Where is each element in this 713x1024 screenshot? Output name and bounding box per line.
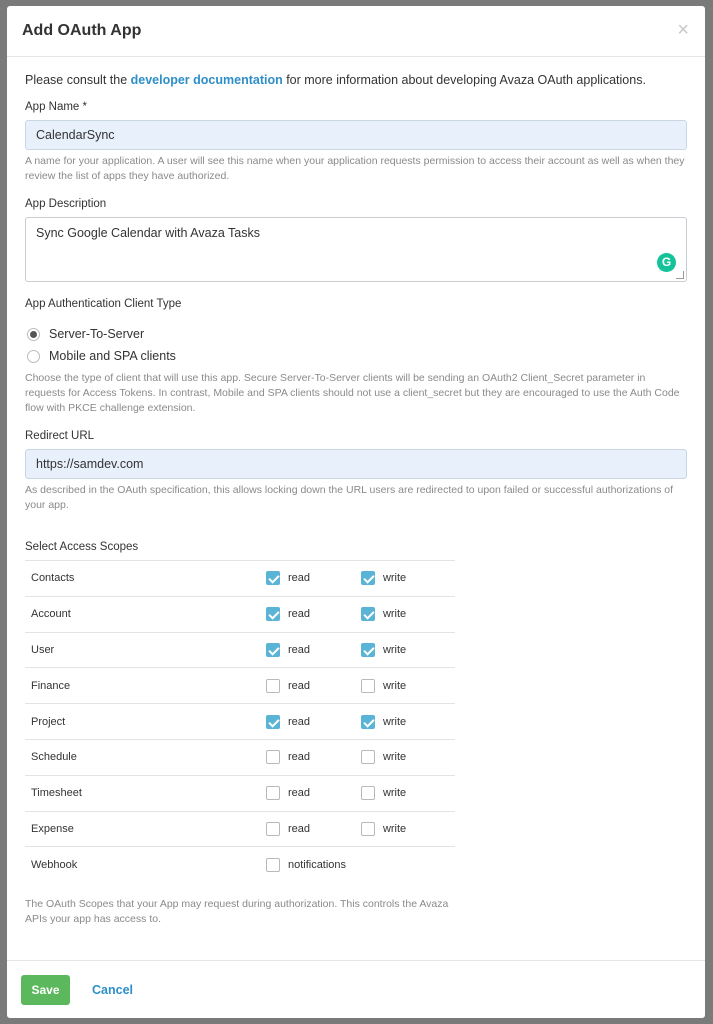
scope-checkbox[interactable] [361,750,375,764]
scope-permission-label: read [287,715,310,728]
intro-prefix: Please consult the [25,73,131,87]
scope-permission-label: read [287,679,310,692]
app-name-label: App Name * [25,101,88,113]
radio-server-to-server[interactable] [27,327,687,341]
scope-row [25,632,455,668]
scope-checkbox[interactable] [361,571,375,585]
scope-checkbox[interactable] [361,679,375,693]
scope-row [25,668,455,704]
resize-handle-icon[interactable] [676,271,684,279]
add-oauth-app-modal [7,6,705,1018]
scope-name: Schedule [25,739,266,775]
scope-checkbox[interactable] [266,607,280,621]
radio-label: Mobile and SPA clients [49,349,176,363]
scope-row [25,811,455,847]
scope-permission[interactable] [266,811,361,847]
app-description-textarea[interactable] [25,217,687,282]
scope-checkbox[interactable] [266,571,280,585]
scope-permission[interactable] [266,668,361,704]
scope-name: Expense [25,811,266,847]
scope-permission[interactable] [266,739,361,775]
scope-permission-label: write [382,643,407,656]
scope-permission[interactable] [266,847,361,883]
scope-checkbox[interactable] [266,715,280,729]
scope-permission-label: write [382,572,407,585]
access-scopes-table [25,560,455,883]
app-name-help: A name for your application. A user will see this name when your application requests permission to access their account as well as when they review the list of apps they have authorized. [25,155,685,182]
scope-permission-label: write [382,715,407,728]
scope-permission-label: read [287,787,310,800]
scope-row [25,739,455,775]
scope-permission[interactable] [361,739,455,775]
modal-body [7,57,705,927]
cancel-button[interactable]: Cancel [92,982,133,997]
scope-permission-label: read [287,608,310,621]
modal-header [7,6,705,57]
modal-footer [7,960,705,1018]
scope-permission-label: write [382,822,407,835]
scope-permission[interactable] [361,775,455,811]
scope-checkbox[interactable] [266,750,280,764]
scope-permission-label: write [382,751,407,764]
scope-checkbox[interactable] [361,715,375,729]
scope-row [25,561,455,597]
scope-row [25,775,455,811]
scope-permission-label: read [287,751,310,764]
redirect-url-help: As described in the OAuth specification, this allows locking down the URL users are redirected to upon failed or successful authorizations of your app. [25,484,674,511]
scope-permission-label: write [382,608,407,621]
scope-name: Project [25,704,266,740]
scope-permission[interactable] [266,596,361,632]
scope-checkbox[interactable] [266,643,280,657]
save-button[interactable]: Save [21,975,70,1005]
scope-permission-label: write [382,679,407,692]
scope-checkbox[interactable] [361,607,375,621]
scope-name: Webhook [31,859,78,872]
close-icon[interactable]: × [677,19,689,41]
scope-checkbox[interactable] [361,786,375,800]
scope-name: Account [25,596,266,632]
scope-permission[interactable] [361,668,455,704]
scope-name: Contacts [25,561,266,597]
client-type-help: Choose the type of client that will use this app. Secure Server-To-Server clients will be sending an OAuth2 Client_Secret parameter in requests for Access Tokens. In contrast, Mobile and SPA clients should not use a client_secret but they are encouraged to use the Auth Code flow with PKCE challenge extension. [25,372,680,414]
scope-permission[interactable] [361,704,455,740]
scope-permission[interactable] [266,704,361,740]
radio-label: Server-To-Server [49,327,145,341]
scope-permission[interactable] [266,561,361,597]
scope-permission-label: notifications [287,859,347,872]
access-scopes-label: Select Access Scopes [25,541,139,553]
scope-permission[interactable] [361,596,455,632]
scope-permission-label: read [287,822,310,835]
scope-row [25,596,455,632]
scope-checkbox[interactable] [266,858,280,872]
scope-empty-cell [361,847,455,883]
scope-permission[interactable] [361,811,455,847]
scope-row [25,704,455,740]
redirect-url-label: Redirect URL [25,430,95,442]
scope-checkbox[interactable] [266,679,280,693]
intro-suffix: for more information about developing Avaza OAuth applications. [282,73,646,87]
app-name-input[interactable]: CalendarSync [25,120,687,150]
scope-checkbox[interactable] [266,786,280,800]
scope-permission[interactable] [266,632,361,668]
scope-name: User [25,632,266,668]
redirect-url-input[interactable]: https://samdev.com [25,449,687,479]
radio-mobile-spa[interactable] [27,349,687,363]
scope-name: Finance [25,668,266,704]
scope-permission[interactable] [266,775,361,811]
app-description-label: App Description [25,198,107,210]
scope-permission[interactable] [361,561,455,597]
radio-button[interactable] [27,350,40,363]
developer-documentation-link[interactable]: developer documentation [130,73,283,87]
scope-permission[interactable] [361,632,455,668]
radio-button[interactable] [27,328,40,341]
app-description-value: Sync Google Calendar with Avaza Tasks [36,226,260,240]
scope-checkbox[interactable] [361,643,375,657]
scope-permission-label: read [287,572,310,585]
modal-title: Add OAuth App [22,22,142,39]
scope-permission-label: write [382,787,407,800]
scope-checkbox[interactable] [361,822,375,836]
grammarly-icon[interactable]: G [657,253,676,272]
scope-row [25,847,455,883]
intro-text [25,73,687,87]
client-type-label: App Authentication Client Type [25,298,182,310]
scope-permission-label: read [287,643,310,656]
scope-checkbox[interactable] [266,822,280,836]
access-scopes-help: The OAuth Scopes that your App may request during authorization. This controls the Avaza APIs your app has access to. [25,897,449,925]
scope-name: Timesheet [25,775,266,811]
